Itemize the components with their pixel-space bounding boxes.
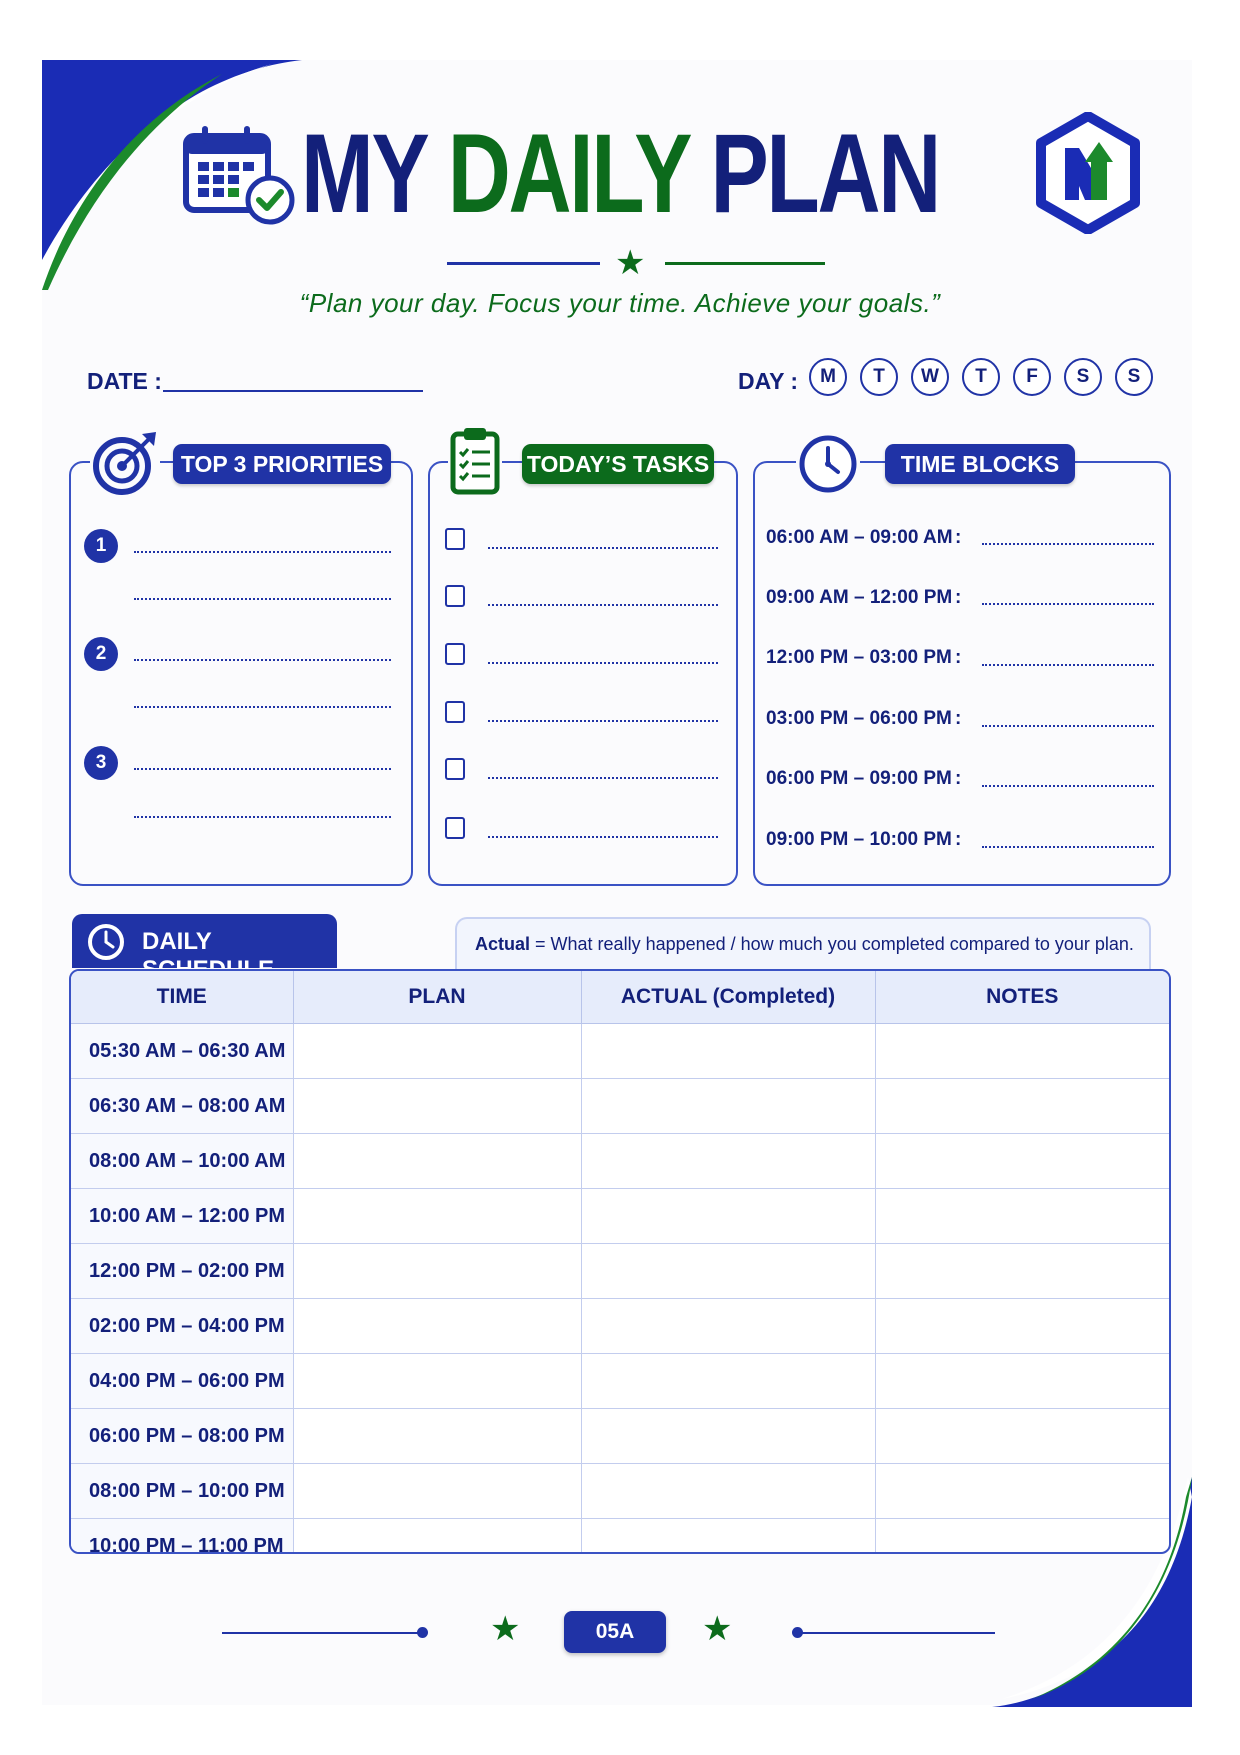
time-cell: 12:00 PM – 02:00 PM xyxy=(71,1244,293,1299)
time-block-label-3: 12:00 PM – 03:00 PM xyxy=(766,647,952,668)
time-block-colon-5: : xyxy=(955,768,962,789)
table-row xyxy=(71,1024,1169,1079)
notes-cell[interactable] xyxy=(875,1189,1169,1244)
time-block-colon-6: : xyxy=(955,829,962,850)
task-line-5[interactable] xyxy=(488,777,718,779)
actual-cell[interactable] xyxy=(581,1464,875,1519)
plan-cell[interactable] xyxy=(293,1024,581,1079)
time-block-line-1[interactable] xyxy=(982,543,1154,545)
time-block-label-1: 06:00 AM – 09:00 AM xyxy=(766,527,953,548)
task-line-1[interactable] xyxy=(488,547,718,549)
footer-dot-left xyxy=(417,1627,428,1638)
date-field[interactable] xyxy=(163,390,423,392)
column-header-plan: PLAN xyxy=(293,971,581,1024)
notes-cell[interactable] xyxy=(875,1079,1169,1134)
star-icon: ★ xyxy=(490,1610,521,1648)
time-cell: 08:00 PM – 10:00 PM xyxy=(71,1464,293,1519)
target-icon xyxy=(90,430,160,496)
notes-cell[interactable] xyxy=(875,1134,1169,1189)
table-row xyxy=(71,1079,1169,1134)
priorities-panel xyxy=(69,461,413,886)
priority-3-line-2[interactable] xyxy=(134,816,391,818)
footer-rule-left xyxy=(222,1632,422,1634)
title-rule-left xyxy=(447,262,600,265)
clock-icon xyxy=(796,430,860,496)
page-code-badge: 05A xyxy=(564,1611,666,1653)
notes-cell[interactable] xyxy=(875,1244,1169,1299)
time-block-colon-1: : xyxy=(955,527,962,548)
day-circle-friday[interactable]: F xyxy=(1013,358,1051,396)
priority-number-3: 3 xyxy=(84,746,118,780)
priority-2-line-2[interactable] xyxy=(134,706,391,708)
notes-cell[interactable] xyxy=(875,1299,1169,1354)
time-cell: 06:00 PM – 08:00 PM xyxy=(71,1409,293,1464)
task-checkbox-3[interactable] xyxy=(445,643,465,665)
day-circle-monday[interactable]: M xyxy=(809,358,847,396)
day-label: DAY : xyxy=(738,368,799,394)
clipboard-checklist-icon xyxy=(448,424,502,496)
daily-schedule-title: DAILY xyxy=(142,928,212,955)
actual-cell[interactable] xyxy=(581,1024,875,1079)
time-cell: 02:00 PM – 04:00 PM xyxy=(71,1299,293,1354)
title-part-daily: DAILY xyxy=(447,111,689,236)
notes-cell[interactable] xyxy=(875,1464,1169,1519)
actual-cell[interactable] xyxy=(581,1299,875,1354)
time-blocks-panel xyxy=(753,461,1171,886)
time-block-label-5: 06:00 PM – 09:00 PM xyxy=(766,768,952,789)
priority-1-line-2[interactable] xyxy=(134,598,391,600)
tagline: “Plan your day. Focus your time. Achieve your goals.” xyxy=(299,288,941,318)
plan-cell[interactable] xyxy=(293,1079,581,1134)
table-row xyxy=(71,1299,1169,1354)
time-block-colon-3: : xyxy=(955,647,962,668)
task-checkbox-4[interactable] xyxy=(445,701,465,723)
table-row xyxy=(71,1354,1169,1409)
time-cell: 06:30 AM – 08:00 AM xyxy=(71,1079,293,1134)
task-line-2[interactable] xyxy=(488,604,718,606)
time-block-label-2: 09:00 AM – 12:00 PM xyxy=(766,587,953,608)
actual-cell[interactable] xyxy=(581,1079,875,1134)
time-cell: 10:00 PM – 11:00 PM xyxy=(71,1519,293,1555)
priorities-title: TOP 3 PRIORITIES xyxy=(173,444,391,484)
actual-cell[interactable] xyxy=(581,1409,875,1464)
table-row xyxy=(71,1134,1169,1189)
note-term: Actual xyxy=(475,934,531,954)
priority-1-line-1[interactable] xyxy=(134,551,391,553)
actual-cell[interactable] xyxy=(581,1354,875,1409)
day-circle-thursday[interactable]: T xyxy=(962,358,1000,396)
table-row xyxy=(71,1464,1169,1519)
table-row xyxy=(71,1189,1169,1244)
column-header-notes: NOTES xyxy=(875,971,1169,1024)
task-checkbox-1[interactable] xyxy=(445,528,465,550)
task-line-6[interactable] xyxy=(488,836,718,838)
task-checkbox-6[interactable] xyxy=(445,817,465,839)
day-circle-sunday[interactable]: S xyxy=(1115,358,1153,396)
page-title xyxy=(136,111,1103,236)
time-block-colon-2: : xyxy=(955,587,962,608)
notes-cell[interactable] xyxy=(875,1354,1169,1409)
priority-2-line-1[interactable] xyxy=(134,659,391,661)
time-block-label-4: 03:00 PM – 06:00 PM xyxy=(766,708,952,729)
time-block-line-3[interactable] xyxy=(982,664,1154,666)
star-icon: ★ xyxy=(615,244,646,282)
time-cell: 05:30 AM – 06:30 AM xyxy=(71,1024,293,1079)
plan-cell[interactable] xyxy=(293,1244,581,1299)
time-block-line-2[interactable] xyxy=(982,603,1154,605)
plan-cell[interactable] xyxy=(293,1354,581,1409)
time-block-label-6: 09:00 PM – 10:00 PM xyxy=(766,829,952,850)
time-cell: 04:00 PM – 06:00 PM xyxy=(71,1354,293,1409)
title-part-my: MY xyxy=(301,111,426,236)
plan-cell[interactable] xyxy=(293,1134,581,1189)
table-row xyxy=(71,1244,1169,1299)
plan-cell[interactable] xyxy=(293,1299,581,1354)
plan-cell[interactable] xyxy=(293,1464,581,1519)
day-circle-wednesday[interactable]: W xyxy=(911,358,949,396)
column-header-actual: ACTUAL (Completed) xyxy=(581,971,875,1024)
time-cell: 10:00 AM – 12:00 PM xyxy=(71,1189,293,1244)
actual-definition-note xyxy=(455,917,1151,969)
day-circle-saturday[interactable]: S xyxy=(1064,358,1102,396)
title-rule-right xyxy=(665,262,825,265)
footer-rule-right xyxy=(797,1632,995,1634)
priority-number-1: 1 xyxy=(84,529,118,563)
star-icon: ★ xyxy=(702,1610,733,1648)
actual-cell[interactable] xyxy=(581,1244,875,1299)
daily-schedule-table xyxy=(69,969,1171,1554)
actual-cell[interactable] xyxy=(581,1189,875,1244)
table-row xyxy=(71,1409,1169,1464)
task-checkbox-2[interactable] xyxy=(445,585,465,607)
time-block-line-4[interactable] xyxy=(982,725,1154,727)
clock-icon xyxy=(86,922,130,962)
priority-number-2: 2 xyxy=(84,637,118,671)
column-header-time: TIME xyxy=(71,971,293,1024)
priority-3-line-1[interactable] xyxy=(134,768,391,770)
notes-cell[interactable] xyxy=(875,1519,1169,1555)
table-header-row xyxy=(71,971,1169,1024)
time-block-line-5[interactable] xyxy=(982,785,1154,787)
date-label: DATE : xyxy=(87,368,162,394)
tasks-panel xyxy=(428,461,738,886)
task-line-4[interactable] xyxy=(488,720,718,722)
actual-cell[interactable] xyxy=(581,1519,875,1555)
notes-cell[interactable] xyxy=(875,1409,1169,1464)
time-block-line-6[interactable] xyxy=(982,846,1154,848)
note-text: = What really happened / how much you completed compared to your plan. xyxy=(535,934,1134,954)
time-block-colon-4: : xyxy=(955,708,962,729)
notes-cell[interactable] xyxy=(875,1024,1169,1079)
tasks-title: TODAY’S TASKS xyxy=(522,444,714,484)
day-circle-tuesday[interactable]: T xyxy=(860,358,898,396)
task-checkbox-5[interactable] xyxy=(445,758,465,780)
title-part-plan: PLAN xyxy=(710,111,939,236)
table-row xyxy=(71,1519,1169,1555)
plan-cell[interactable] xyxy=(293,1189,581,1244)
task-line-3[interactable] xyxy=(488,662,718,664)
plan-cell[interactable] xyxy=(293,1519,581,1555)
time-blocks-title: TIME BLOCKS xyxy=(885,444,1075,484)
plan-cell[interactable] xyxy=(293,1409,581,1464)
daily-schedule-header xyxy=(72,914,337,968)
time-cell: 08:00 AM – 10:00 AM xyxy=(71,1134,293,1189)
brand-logo-icon xyxy=(1035,112,1141,234)
actual-cell[interactable] xyxy=(581,1134,875,1189)
